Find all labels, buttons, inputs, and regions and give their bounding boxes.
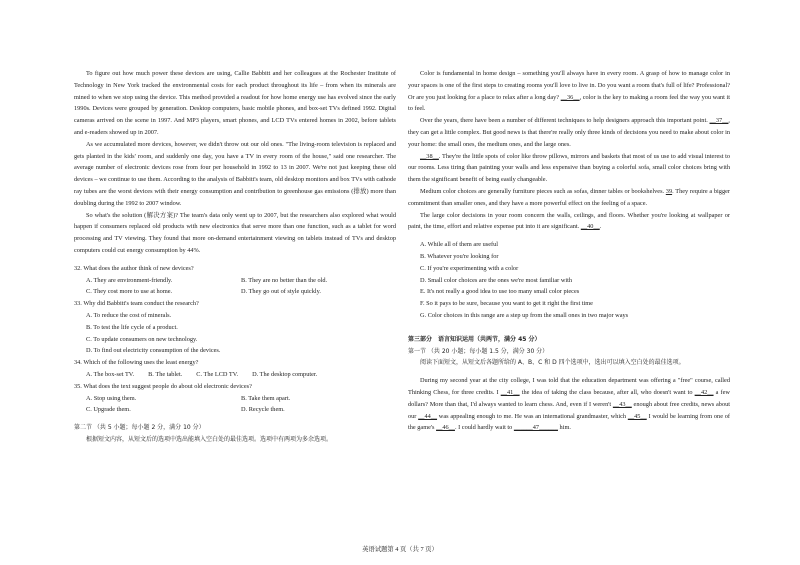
- question-33: [74, 298, 396, 357]
- option-list: [408, 239, 730, 322]
- option-b: B. The tablet.: [148, 370, 183, 378]
- option-b: B. Take them apart.: [241, 394, 291, 402]
- option-d: D. The desktop computer.: [252, 370, 318, 378]
- question-35: [74, 381, 396, 416]
- question-stem: 34. Which of the following uses the least energy?: [74, 359, 199, 367]
- option-a: A. While all of them are useful: [420, 241, 499, 249]
- cloze-paragraph: During my second year at the city college, I was told that the education department was offering a "free" course, called Thinking Chess, for three credits. I __41__ the idea of taking the class because, after all, who doesn't want to __42__ a few dollars? More than that, I'd always wanted to learn chess. And, even if I weren't __43__ enough about free credits, news about our __44__ was appealing enough to me. He was an international grandmaster, which __45__ I would be learning from one of the game's __46__. I could hardly wait to ______47______ him.: [408, 377, 730, 432]
- passage-paragraph: The large color decisions in your room concern the walls, ceilings, and floors. Whether you're looking at wallpaper or paint, the time, effort and relative expense put into it are significant. __40__.: [408, 211, 730, 231]
- section2-instruction: 根据短文内容，从短文后的选项中选出能填入空白处的最佳选项。选项中有两项为多余选项。: [86, 435, 333, 443]
- blank-47: ______47______: [513, 424, 558, 432]
- blank-41: __41__: [500, 388, 520, 396]
- question-stem: 35. What does the text suggest people do about old electronic devices?: [74, 382, 252, 390]
- blank-46: __46__: [436, 424, 455, 432]
- passage-paragraph: As we accumulated more devices, however, we didn't throw out our old ones. "The living-room television is replaced and gets planted in the kids' room, and suddenly one day, you have a TV in every room of the house," said one researcher. The average number of electronic devices rose from four per household in 1992 to 13 in 2007. We're not just keeping these old devices – we continue to use them. According to the analysis of Babbitt's team, old desktop monitors and box TVs with cathode ray tubes are the worst devices with their energy consumption and contribution to greenhouse gas emissions (排放) more than doubling during the 1992 to 2007 window.: [74, 140, 396, 207]
- option-c: C. To update consumers on new technology.: [86, 335, 198, 343]
- blank-40: __40__: [580, 223, 600, 231]
- option-c: C. Upgrade them.: [86, 406, 131, 414]
- option-c: C. If you're experimenting with a color: [420, 264, 519, 272]
- option-b: B. To test the life cycle of a product.: [86, 323, 178, 331]
- option-d: D. They go out of style quickly.: [241, 288, 321, 296]
- option-d: D. Recycle them.: [241, 406, 285, 414]
- blank-44: __44__: [418, 412, 438, 420]
- part3-title: 第三部分 语言知识运用（共两节，满分 45 分）: [408, 335, 541, 343]
- option-a: A. To reduce the cost of minerals.: [86, 311, 172, 319]
- page-footer: 英语试题第 4 页（共 7 页）: [362, 546, 438, 553]
- option-b: B. They are no better than the old.: [241, 276, 328, 284]
- part3-instruction: 阅读下面短文，从短文后各题所给的 A、B、C 和 D 四个选项中，选出可以填入空白处的最佳选项。: [420, 359, 685, 367]
- right-column: [408, 68, 730, 434]
- blank-45: __45__: [627, 412, 647, 420]
- part3-subtitle: 第一节 （共 20 小题；每小题 1.5 分，满分 30 分）: [408, 347, 549, 355]
- section2-title: 第二节 （共 5 小题；每小题 2 分，满分 10 分）: [74, 424, 205, 432]
- option-g: G. Color choices in this range are a step up from the small ones in two major ways: [420, 311, 629, 319]
- option-a: A. Stop using them.: [86, 394, 137, 402]
- option-c: C. The LCD TV.: [196, 370, 239, 378]
- option-d: D. To find out electricity consumption of the devices.: [86, 347, 221, 355]
- option-e: E. It's not really a good idea to use too many small color pieces: [420, 288, 580, 296]
- passage-paragraph: To figure out how much power these devices are using, Callie Babbitt and her colleagues at the Rochester Institute of Technology in New York tracked the environmental costs for each product throughout its life – from when its minerals are mined to when we stop using the device. This method provided a readout for how home energy use has evolved since the early 1990s. Devices were grouped by generation. Desktop computers, basic mobile phones, and box-set TVs defined 1992. Digital cameras arrived on the scene in 1997. And MP3 players, smart phones, and LCD TVs entered homes in 2002, before tablets and e-readers showed up in 2007.: [74, 70, 396, 136]
- passage-paragraph: Medium color choices are generally furniture pieces such as sofas, dinner tables or bookshelves. 39. They require a bigger commitment than smaller ones, and they have a more powerful effect on the feeling of a space.: [408, 187, 730, 207]
- option-c: C. They cost more to use at home.: [86, 288, 173, 296]
- question-stem: 33. Why did Babbitt's team conduct the research?: [74, 300, 199, 308]
- blank-43: __43__: [612, 400, 632, 408]
- option-d: D. Small color choices are the ones we're most familiar with: [420, 276, 573, 284]
- option-a: A. They are environment-friendly.: [86, 276, 173, 284]
- option-b: B. Whatever you're looking for: [420, 252, 499, 260]
- blank-38: __38__: [420, 152, 439, 160]
- question-stem: 32. What does the author think of new devices?: [74, 264, 194, 272]
- question-34: [74, 357, 396, 381]
- passage-paragraph: Color is fundamental in home design – something you'll always have in every room. A grasp of how to manage color in your spaces is one of the first steps to creating rooms you'll love to live in. Do you want a room that's full of life? Professional? Or are you just looking for a place to relax after a long day? __36__, color is the key to making a room feel the way you want it to feel.: [408, 70, 731, 113]
- option-f: F. So it pays to be sure, because you want to get it right the first time: [420, 300, 593, 308]
- question-32: [74, 263, 396, 298]
- left-column: [74, 68, 396, 446]
- passage-paragraph: Over the years, there have been a number of different techniques to help designers approach this important point. __37__, they can get a little complex. But good news is that there're really only three kinds of decisions you need to make about color in your home: the small ones, the medium ones, and the large ones.: [408, 117, 730, 148]
- blank-39: 39: [665, 187, 673, 195]
- passage-paragraph: __38__. They're the little spots of color like throw pillows, mirrors and baskets that most of us use to add visual interest to our rooms. Less tiring than painting your walls and less expensive than buying a colorful sofa, small color choices bring with them the significant benefit of being easily changeable.: [408, 152, 730, 184]
- blank-37: __37__: [709, 117, 729, 125]
- blank-36: __36__: [560, 93, 580, 101]
- option-a: A. The box-set TV.: [86, 370, 135, 378]
- passage-paragraph: So what's the solution (解决方案)? The team's data only went up to 2007, but the researchers also explored what would happen if consumers replaced old products with new electronics that serve more than one function, such as a tablet for word processing and TV viewing. They found that more on-demand entertainment viewing on tablets instead of TVs and desktop computers could cut energy consumption by 44%.: [74, 211, 396, 254]
- blank-42: __42__: [694, 388, 714, 396]
